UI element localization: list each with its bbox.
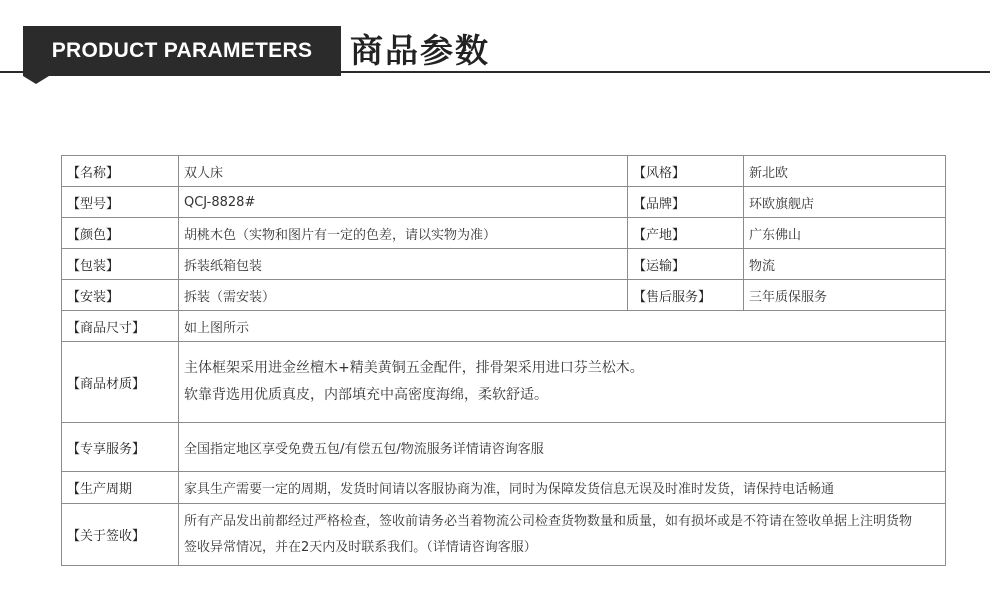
- param-value: 全国指定地区享受免费五包/有偿五包/物流服务详情请咨询客服: [179, 423, 946, 472]
- param-label: 【名称】: [62, 156, 179, 187]
- param-value: [179, 342, 946, 423]
- param-value: 物流: [744, 249, 946, 280]
- param-value: 家具生产需要一定的周期，发货时间请以客服协商为准，同时为保障发货信息无误及时准时发货，请保持电话畅通: [179, 472, 946, 504]
- param-label: 【安装】: [62, 280, 179, 311]
- param-label: 【品牌】: [628, 187, 744, 218]
- receipt-line: 所有产品发出前都经过严格检查，签收前请务必当着物流公司检查货物数量和质量，如有损坏或是不符请在签收单据上注明货物: [184, 513, 913, 529]
- param-label: 【风格】: [628, 156, 744, 187]
- param-value: 三年质保服务: [744, 280, 946, 311]
- section-title-cn: 商品参数: [350, 31, 490, 70]
- param-label: 【关于签收】: [62, 504, 179, 566]
- param-label: 【颜色】: [62, 218, 179, 249]
- table-row: [62, 342, 946, 423]
- param-label: 【商品材质】: [62, 342, 179, 423]
- table-row: [62, 311, 946, 342]
- table-row: [62, 280, 946, 311]
- material-line: 主体框架采用进金丝檀木+精美黄铜五金配件，排骨架采用进口芬兰松木。: [184, 360, 644, 376]
- table-row: [62, 156, 946, 187]
- table-row: [62, 249, 946, 280]
- param-value: 如上图所示: [179, 311, 946, 342]
- param-value: QCJ-8828#: [179, 187, 628, 218]
- product-parameters-table: [61, 155, 946, 566]
- header-rule: [0, 71, 990, 73]
- table-row: [62, 187, 946, 218]
- banner-tab: [23, 76, 49, 84]
- param-value: 胡桃木色（实物和图片有一定的色差，请以实物为准）: [179, 218, 628, 249]
- table-row: [62, 472, 946, 504]
- param-label: 【商品尺寸】: [62, 311, 179, 342]
- param-value: 新北欧: [744, 156, 946, 187]
- table-row: [62, 423, 946, 472]
- param-label: 【专享服务】: [62, 423, 179, 472]
- material-line: 软靠背选用优质真皮，内部填充中高密度海绵，柔软舒适。: [184, 387, 548, 403]
- param-label: 【包装】: [62, 249, 179, 280]
- section-banner: [23, 26, 341, 76]
- receipt-line: 签收异常情况，并在2天内及时联系我们。（详情请咨询客服）: [184, 539, 537, 555]
- param-value: 拆装（需安装）: [179, 280, 628, 311]
- table-row: [62, 218, 946, 249]
- param-label: 【型号】: [62, 187, 179, 218]
- param-label: 【售后服务】: [628, 280, 744, 311]
- section-title-en: PRODUCT PARAMETERS: [51, 39, 313, 62]
- param-label: 【生产周期: [62, 472, 179, 504]
- param-value: 双人床: [179, 156, 628, 187]
- param-value: 广东佛山: [744, 218, 946, 249]
- param-label: 【运输】: [628, 249, 744, 280]
- param-value: [179, 504, 946, 566]
- param-value: 拆装纸箱包装: [179, 249, 628, 280]
- param-value: 环欧旗舰店: [744, 187, 946, 218]
- table-row: [62, 504, 946, 566]
- param-label: 【产地】: [628, 218, 744, 249]
